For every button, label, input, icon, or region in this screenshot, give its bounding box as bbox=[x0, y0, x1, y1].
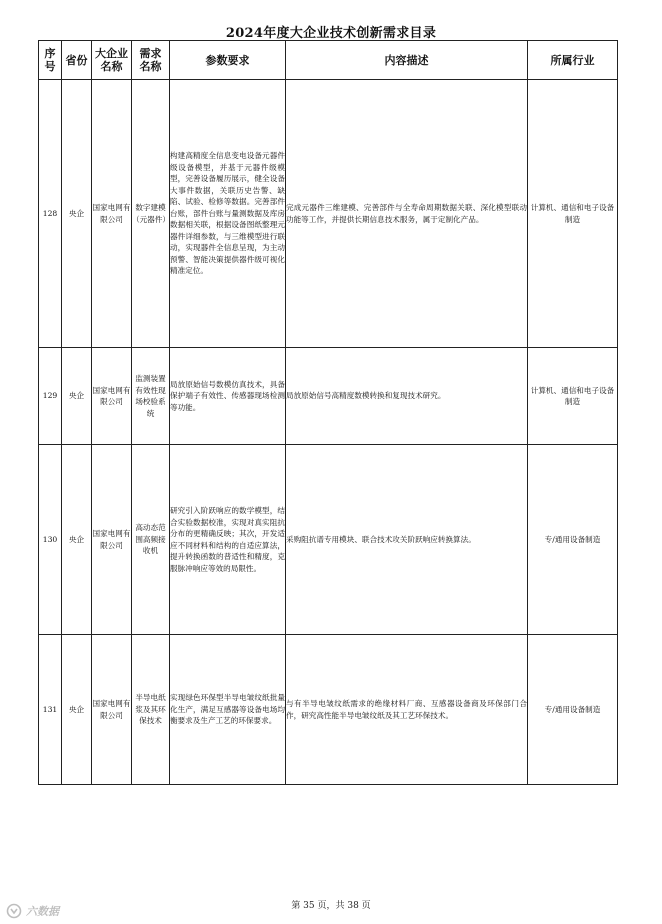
row-need-name: 高动态范围高频接收机 bbox=[132, 445, 170, 635]
row-company: 国家电网有限公司 bbox=[92, 348, 132, 445]
table-row bbox=[39, 80, 618, 348]
row-need-name: 数字建模（元器件） bbox=[132, 80, 170, 348]
table-row bbox=[39, 445, 618, 635]
row-province: 央企 bbox=[62, 348, 92, 445]
row-industry: 计算机、通信和电子设备制造 bbox=[528, 348, 618, 445]
row-seq: 131 bbox=[39, 635, 62, 785]
table-row bbox=[39, 635, 618, 785]
row-seq: 128 bbox=[39, 80, 62, 348]
header-need-name: 需求名称 bbox=[132, 41, 170, 80]
row-need-name: 监测装置有效性现场校验系统 bbox=[132, 348, 170, 445]
header-industry: 所属行业 bbox=[528, 41, 618, 80]
row-company: 国家电网有限公司 bbox=[92, 635, 132, 785]
row-seq: 129 bbox=[39, 348, 62, 445]
watermark-logo-icon bbox=[6, 903, 22, 919]
header-params: 参数要求 bbox=[170, 41, 286, 80]
row-description: 局放原始信号高精度数模转换和复现技术研究。 bbox=[286, 348, 528, 445]
header-description: 内容描述 bbox=[286, 41, 528, 80]
watermark-text: 六数据 bbox=[26, 905, 59, 918]
row-seq: 130 bbox=[39, 445, 62, 635]
header-company: 大企业名称 bbox=[92, 41, 132, 80]
row-params: 研究引入阶跃响应的数学模型，结合实验数据校准，实现对真实阻抗分布的更精确反映；其次，开发适应不同材料和结构的自适应算法，提升转换函数的普适性和精度，克服脉冲响应等效的局限性。 bbox=[170, 445, 286, 635]
header-province: 省份 bbox=[62, 41, 92, 80]
header-seq: 序号 bbox=[39, 41, 62, 80]
row-industry: 计算机、通信和电子设备制造 bbox=[528, 80, 618, 348]
row-description: 与有半导电皱纹纸需求的绝缘材料厂商、互感器设备商及环保部门合作，研究高性能半导电皱纹纸及其工艺环保技术。 bbox=[286, 635, 528, 785]
row-province: 央企 bbox=[62, 635, 92, 785]
page-number-footer: 第 35 页，共 38 页 bbox=[291, 901, 371, 911]
row-params: 构建高精度全信息变电设备元器件级设备模型，并基于元器件级模型，完善设备履历展示，健全设备大事件数据，关联历史告警、缺陷、试验、检修等数据。完善部件台账，部件台账与量测数据及库房数据相关联，根据设备图纸整理元器件详细参数，与三维模型进行联动，实现器件全信息呈现，为主动预警、智能决策提供器件级可视化精准定位。 bbox=[170, 80, 286, 348]
row-params: 实现绿色环保型半导电皱纹纸批量化生产，满足互感器等设备电场均衡要求及生产工艺的环保要求。 bbox=[170, 635, 286, 785]
table-header-row bbox=[39, 41, 618, 80]
row-description: 完成元器件三维建模、完善部件与全寿命周期数据关联、深化模型联动功能等工作，并提供长期信息技术服务，属于定制化产品。 bbox=[286, 80, 528, 348]
row-province: 央企 bbox=[62, 445, 92, 635]
row-params: 局放原始信号数模仿真技术，具备保护端子有效性、传感器现场检测等功能。 bbox=[170, 348, 286, 445]
row-industry: 专/通用设备制造 bbox=[528, 635, 618, 785]
demand-catalog-table bbox=[38, 40, 618, 785]
row-company: 国家电网有限公司 bbox=[92, 80, 132, 348]
row-description: 采购阻抗谱专用模块、联合技术攻关阶跃响应转换算法。 bbox=[286, 445, 528, 635]
row-industry: 专/通用设备制造 bbox=[528, 445, 618, 635]
table-row bbox=[39, 348, 618, 445]
document-title: 2024年度大企业技术创新需求目录 bbox=[225, 26, 437, 41]
row-need-name: 半导电纸浆及其环保技术 bbox=[132, 635, 170, 785]
watermark bbox=[6, 903, 59, 919]
row-province: 央企 bbox=[62, 80, 92, 348]
row-company: 国家电网有限公司 bbox=[92, 445, 132, 635]
